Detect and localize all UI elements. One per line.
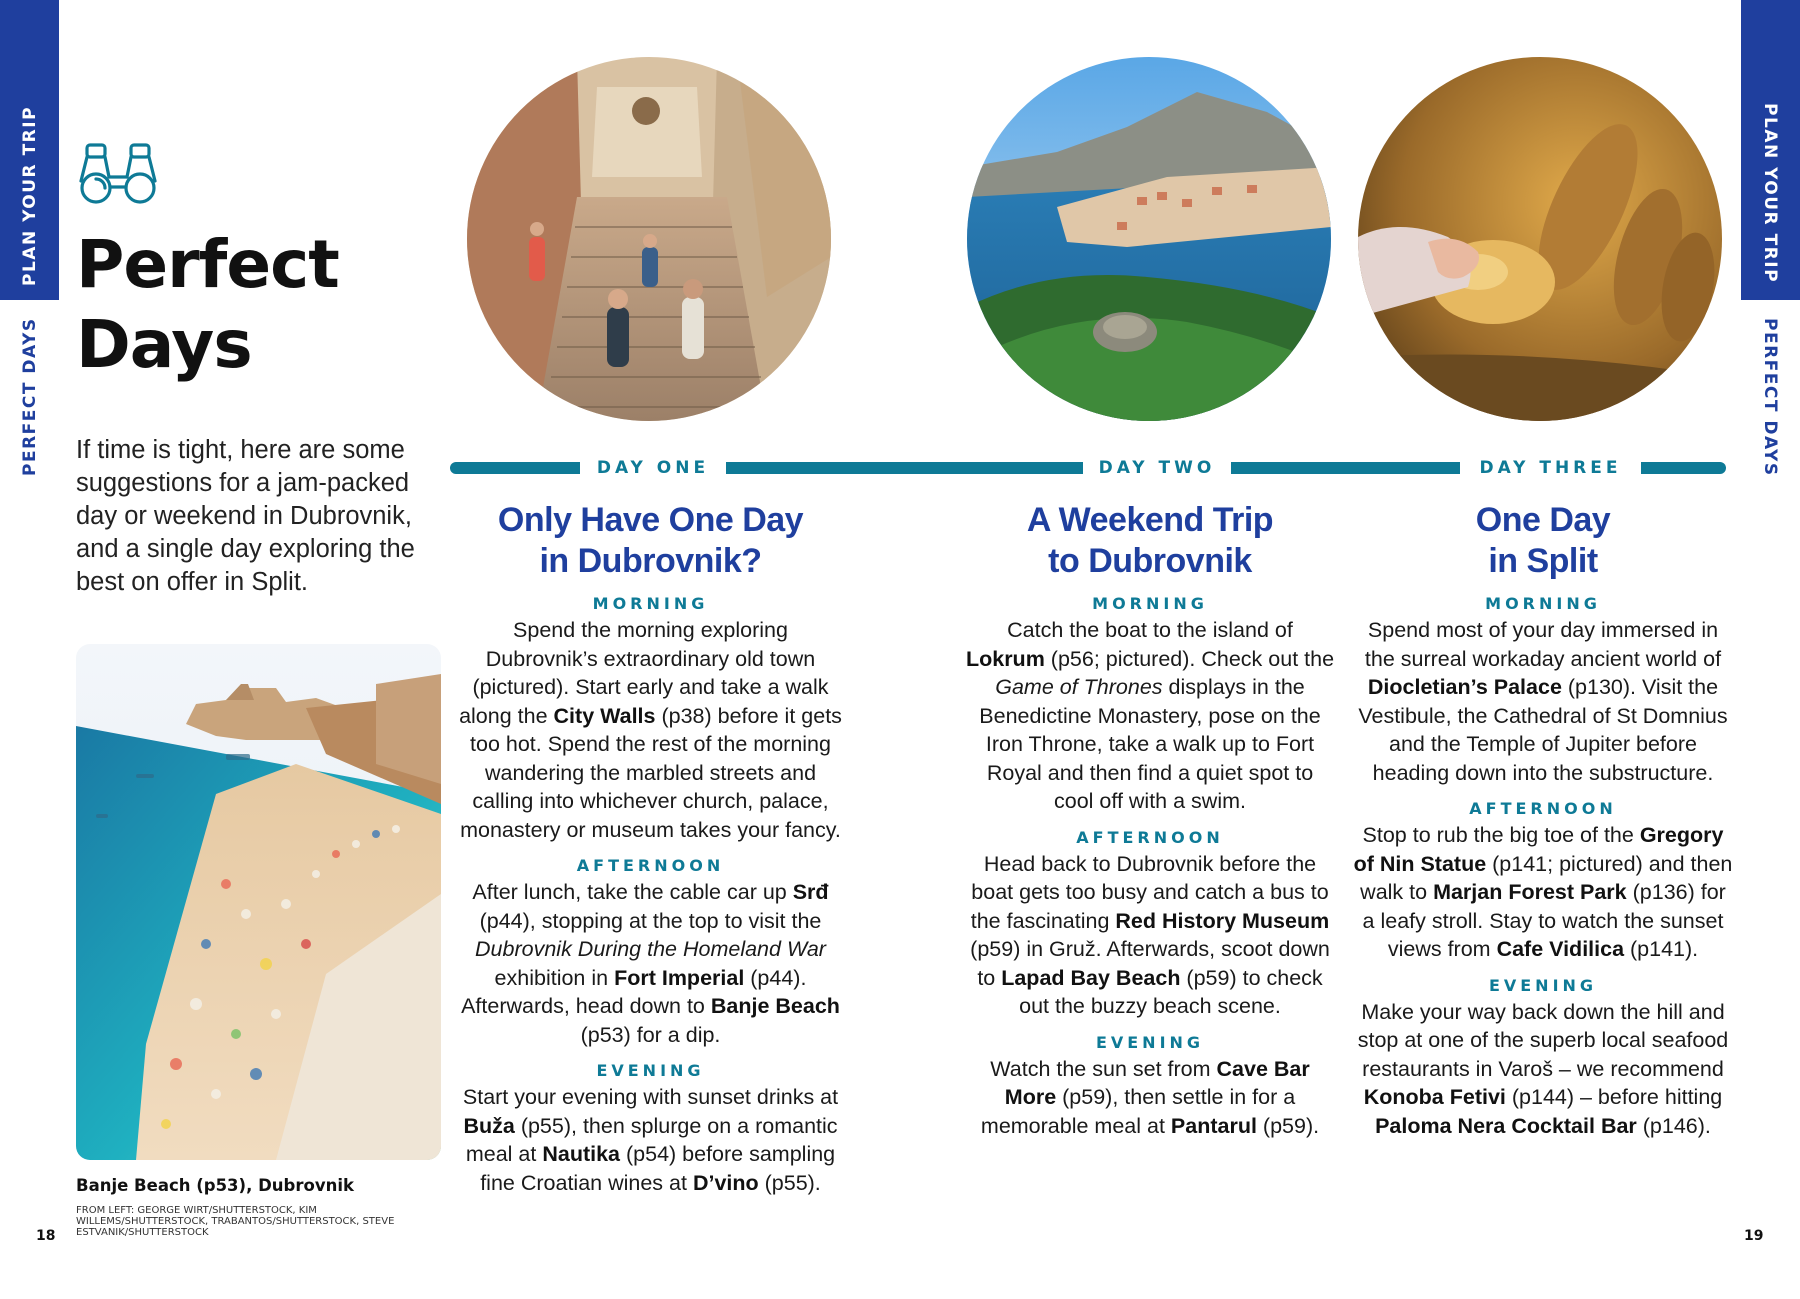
text-run: (p53) for a dip. [580, 1022, 721, 1047]
old-town-stairs-photo [467, 57, 831, 421]
banje-beach-photo [76, 644, 441, 1160]
day-one-afternoon-text [458, 878, 843, 1049]
text-run: Start your evening with sunset drinks at [462, 1085, 839, 1109]
side-tab-section-label-right: PERFECT DAYS [1760, 318, 1780, 477]
text-run: exhibition in [494, 965, 615, 990]
day-three-morning-text [1353, 616, 1733, 787]
bold-place-name: Lokrum [965, 646, 1045, 671]
bold-place-name: D’vino [692, 1170, 759, 1195]
text-run: After lunch, take the cable car up [472, 880, 793, 904]
day-three-column [1353, 500, 1733, 1152]
bold-place-name: Fort Imperial [614, 965, 745, 990]
day-three-evening-label: EVENING [1488, 975, 1598, 995]
bold-place-name: Red History Museum [1115, 908, 1330, 933]
page-title-line-2: Days [76, 306, 252, 383]
italic-title: Dubrovnik During the Homeland War [475, 937, 826, 961]
text-run: Catch the boat to the island of [1007, 618, 1293, 642]
day-one-label: DAY ONE [580, 455, 726, 481]
text-run: (p141; pictured) and then walk to [1360, 851, 1733, 904]
day-one-morning-label: MORNING [592, 594, 709, 613]
text-run: (p54) before sampling fine Croatian wines at [480, 1142, 836, 1195]
photo-caption: Banje Beach (p53), Dubrovnik [76, 1176, 354, 1195]
italic-title: Game of Thrones [995, 675, 1163, 699]
day-three-morning-label: MORNING [1485, 594, 1601, 613]
bold-place-name: Pantarul [1170, 1113, 1257, 1138]
text-run: (p59) in Gruž. Afterwards, scoot down to [970, 937, 1330, 990]
side-tab-section-label-left: PERFECT DAYS [20, 317, 40, 476]
text-run: (p59) to check out the buzzy beach scene. [1019, 965, 1323, 1018]
text-run: displays in the Benedictine Monastery, pose on the Iron Throne, take a walk up to Fort Royal and then find a quiet spot to cool off with a swim. [979, 675, 1321, 813]
day-two-heading-line-1: A Weekend Trip [1026, 501, 1274, 539]
day-three-heading-line-2: in Split [1488, 542, 1598, 580]
day-three-afternoon-label: AFTERNOON [1469, 799, 1617, 818]
bold-place-name: Cafe Vidilica [1496, 937, 1625, 961]
bold-place-name: Nautika [542, 1142, 621, 1166]
page-number-right: 19 [1744, 1228, 1764, 1244]
page-number-left: 18 [36, 1228, 56, 1244]
text-run: (p136) for a leafy stroll. Stay to watch the sunset views from [1362, 880, 1726, 961]
text-run: Spend most of your day immersed in the surreal workaday ancient world of [1364, 618, 1722, 671]
day-one-heading-line-2: in Dubrovnik? [539, 542, 762, 580]
bold-place-name: Konoba Fetivi [1363, 1085, 1506, 1109]
day-two-morning-text [965, 616, 1335, 816]
bold-place-name: Diocletian’s Palace [1367, 675, 1562, 699]
side-tab-chapter-label-right: PLAN YOUR TRIP [1760, 103, 1780, 284]
text-run: Spend the morning exploring Dubrovnik’s extraordinary old town (pictured). Start early and take a walk along the [459, 618, 829, 728]
day-two-afternoon-label: AFTERNOON [1076, 827, 1224, 847]
photo-credits: FROM LEFT: GEORGE WIRT/SHUTTERSTOCK, KIM WILLEMS/SHUTTERSTOCK, TRABANTOS/SHUTTERSTOCK, STEVE ESTVANIK/SHUTTERSTOCK [76, 1205, 395, 1238]
side-tab-chapter-label-left: PLAN YOUR TRIP [20, 105, 40, 286]
day-two-morning-label: MORNING [1092, 594, 1208, 613]
day-one-afternoon-label: AFTERNOON [576, 856, 725, 875]
text-run: (p144) – before hitting [1505, 1085, 1723, 1109]
day-two-heading-line-2: to Dubrovnik [1048, 542, 1252, 580]
day-two-evening-label: EVENING [1095, 1032, 1205, 1052]
day-three-label: DAY THREE [1460, 455, 1641, 481]
text-run: (p38) before it gets too hot. Spend the rest of the morning wandering the marbled streets and calling into whichever church, palace, monastery or museum takes your fancy. [460, 703, 842, 842]
page-title [76, 225, 339, 385]
intro-text: If time is tight, here are some suggestions for a jam-packed day or weekend in Dubrovnik, and a single day exploring the best on offer in Split. [76, 436, 415, 596]
text-run: (p44). Afterwards, head down to [461, 965, 807, 1018]
day-three-afternoon-text [1353, 821, 1733, 964]
text-run: (p56; pictured). Check out the [1044, 646, 1335, 671]
text-run: (p44), stopping at the top to visit the [479, 908, 822, 933]
day-two-label: DAY TWO [1083, 455, 1231, 481]
text-run: Head back to Dubrovnik before the boat gets too busy and catch a bus to the fascinating [970, 851, 1329, 933]
bold-place-name: Lapad Bay Beach [1001, 965, 1181, 990]
day-one-column [458, 500, 843, 1209]
day-three-heading-line-1: One Day [1475, 501, 1611, 539]
bold-place-name: Cave Bar More [1004, 1056, 1310, 1109]
day-one-heading-line-1: Only Have One Day [497, 501, 804, 539]
bold-place-name: City Walls [553, 703, 656, 728]
bold-place-name: Banje Beach [710, 994, 840, 1018]
day-two-heading [965, 500, 1335, 582]
bold-place-name: Srđ [792, 880, 829, 904]
text-run: Make your way back down the hill and stop at one of the superb local seafood restaurants in Varoš – we recommend [1357, 999, 1729, 1081]
text-run: Stop to rub the big toe of the [1362, 823, 1640, 847]
day-one-heading [458, 500, 843, 582]
day-three-heading [1353, 500, 1733, 582]
day-one-morning-text [458, 616, 843, 844]
text-run: (p55). [758, 1170, 821, 1195]
gregory-of-nin-toe-photo [1358, 57, 1722, 421]
day-one-evening-label: EVENING [596, 1061, 705, 1080]
bold-place-name: Buža [463, 1113, 515, 1138]
lokrum-aerial-photo [967, 57, 1331, 421]
text-run: (p55), then splurge on a romantic meal at [465, 1113, 838, 1166]
day-two-column [965, 500, 1335, 1152]
bold-place-name: Marjan Forest Park [1433, 880, 1627, 904]
bold-place-name: Paloma Nera Cocktail Bar [1375, 1113, 1637, 1138]
text-run: (p130). Visit the Vestibule, the Cathedral of St Domnius and the Temple of Jupiter before heading down into the substructure. [1358, 675, 1728, 785]
day-three-evening-text [1353, 998, 1733, 1141]
bold-place-name: Gregory of Nin Statue [1353, 823, 1724, 876]
page-title-line-1: Perfect [76, 226, 339, 303]
text-run: (p141). [1624, 937, 1699, 961]
text-run: Watch the sun set from [990, 1056, 1217, 1081]
text-run: (p59). [1256, 1113, 1320, 1138]
day-two-afternoon-text [965, 850, 1335, 1021]
text-run: (p146). [1636, 1113, 1711, 1138]
binoculars-icon [78, 143, 158, 205]
day-two-evening-text [965, 1055, 1335, 1141]
text-run: (p59), then settle in for a memorable meal at [980, 1085, 1296, 1138]
day-one-evening-text [458, 1083, 843, 1197]
